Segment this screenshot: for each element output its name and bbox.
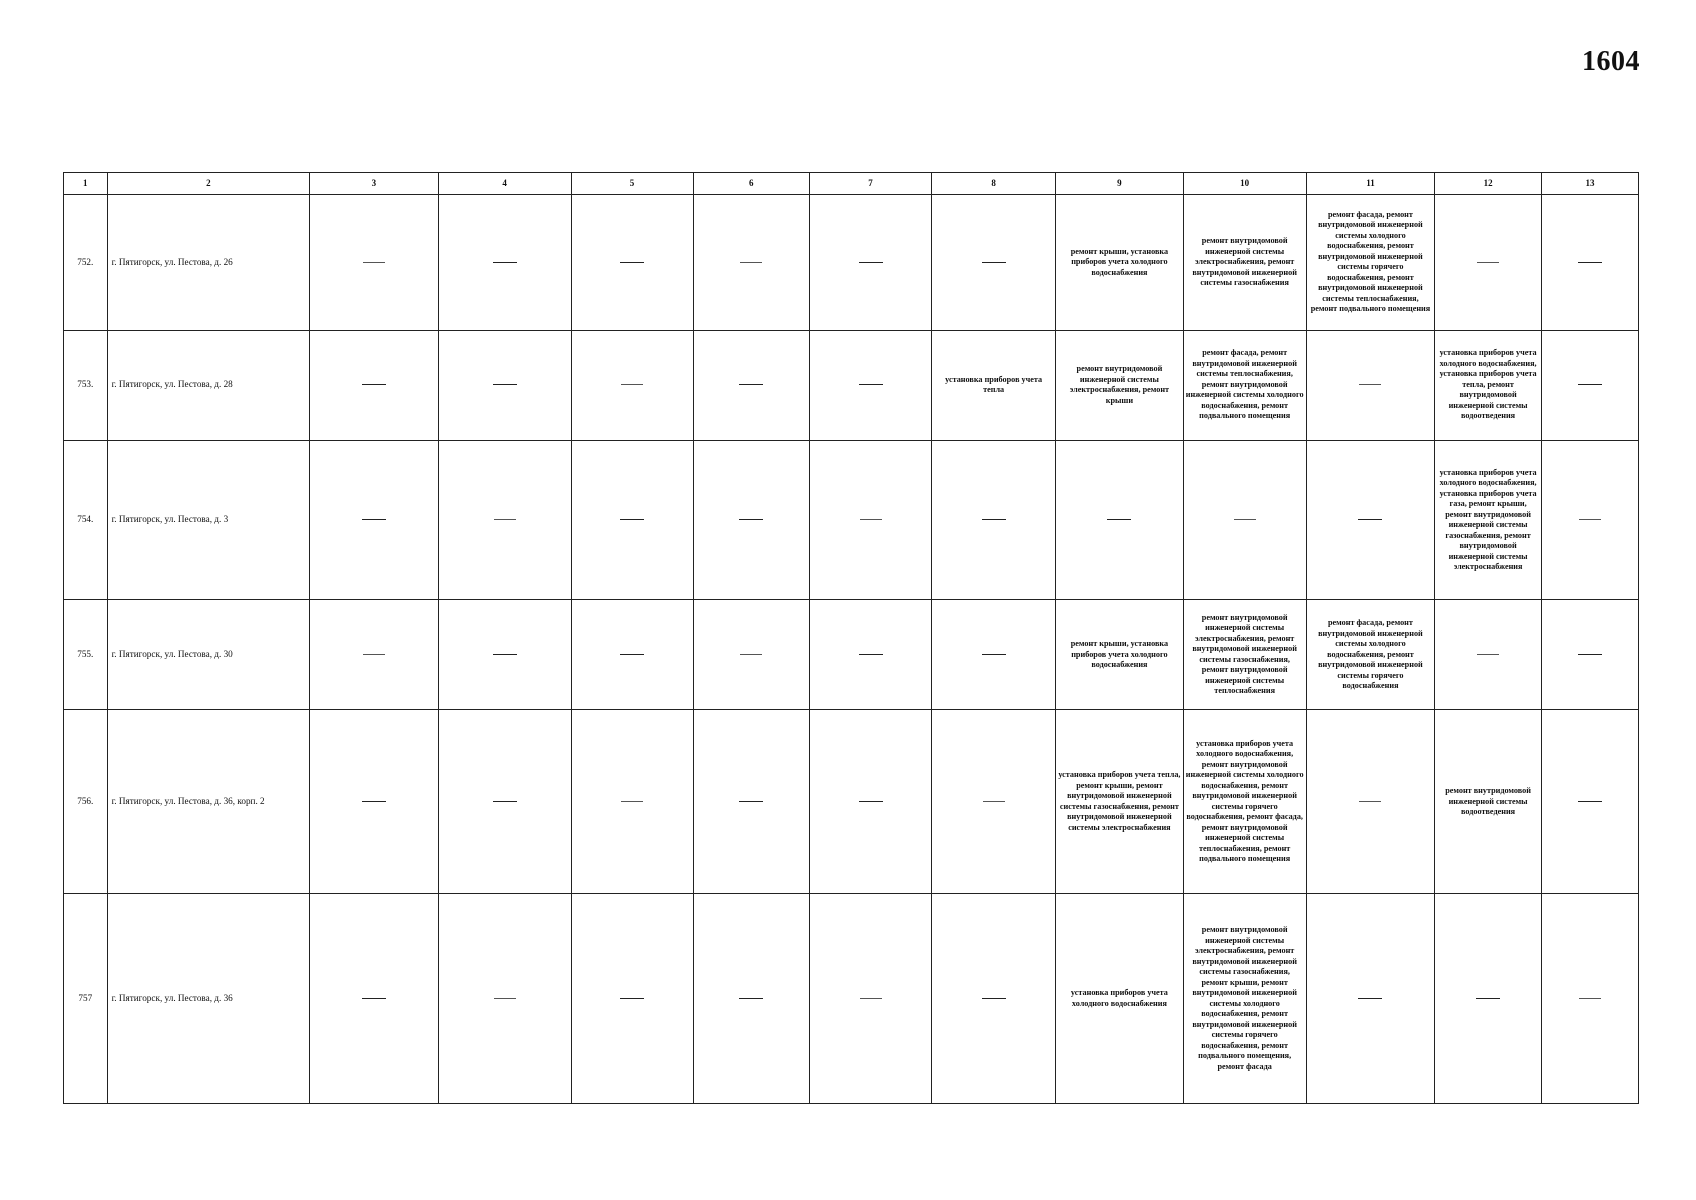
dash-mark [860,519,882,520]
empty-cell [810,894,932,1104]
empty-cell [1306,894,1435,1104]
empty-cell [810,710,932,894]
empty-cell [693,600,810,710]
work-description-cell: установка приборов учета холодного водоснабжения, установка приборов учета тепла, ремонт внутридомовой инженерной системы водоотведения [1435,330,1542,440]
dash-mark [739,519,763,520]
dash-mark [620,654,644,655]
dash-mark [620,262,644,263]
dash-mark [621,384,643,385]
table-row [64,440,1639,600]
table-body [64,195,1639,1104]
empty-cell [810,440,932,600]
dash-mark [1578,384,1602,385]
empty-cell [310,440,439,600]
empty-cell [693,710,810,894]
dash-mark [620,998,644,999]
empty-cell [310,894,439,1104]
work-description-cell: ремонт фасада, ремонт внутридомовой инженерной системы холодного водоснабжения, ремонт внутридомовой инженерной системы горячего водоснабжения, ремонт внутридомовой инженерной системы теплоснабжения, ремонт подвального помещения [1306,195,1435,330]
address-cell: г. Пятигорск, ул. Пестова, д. 28 [107,330,310,440]
empty-cell [810,600,932,710]
dash-mark [1358,519,1382,520]
empty-cell [571,195,693,330]
dash-mark [739,998,763,999]
table-row [64,195,1639,330]
column-number: 9 [1056,173,1183,195]
dash-mark [493,654,517,655]
row-number: 755. [64,600,108,710]
dash-mark [362,519,386,520]
repair-schedule-table [63,172,1639,1104]
work-description-cell: ремонт внутридомовой инженерной системы электроснабжения, ремонт внутридомовой инженерной системы газоснабжения, ремонт крыши, ремонт внутридомовой инженерной системы холодного водоснабжения, ремонт внутридомовой инженерной системы горячего водоснабжения, ремонт подвального помещения, ремонт фасада [1183,894,1306,1104]
empty-cell [438,600,571,710]
table-row [64,894,1639,1104]
empty-cell [693,195,810,330]
dash-mark [1579,998,1601,999]
empty-cell [438,195,571,330]
address-cell: г. Пятигорск, ул. Пестова, д. 3 [107,440,310,600]
empty-cell [693,440,810,600]
table-row [64,710,1639,894]
empty-cell [1306,330,1435,440]
empty-cell [1541,440,1638,600]
column-number: 6 [693,173,810,195]
dash-mark [859,262,883,263]
dash-mark [740,262,762,263]
work-description-cell: установка приборов учета холодного водоснабжения, ремонт внутридомовой инженерной системы холодного водоснабжения, ремонт внутридомовой инженерной системы горячего водоснабжения, ремонт фасада, ремонт внутридомовой инженерной системы теплоснабжения, ремонт подвального помещения [1183,710,1306,894]
dash-mark [493,384,517,385]
work-description-cell: ремонт крыши, установка приборов учета холодного водоснабжения [1056,600,1183,710]
dash-mark [1107,519,1131,520]
empty-cell [810,330,932,440]
empty-cell [1541,710,1638,894]
table-row [64,330,1639,440]
dash-mark [362,998,386,999]
empty-cell [1541,330,1638,440]
empty-cell [571,710,693,894]
empty-cell [310,195,439,330]
empty-cell [1306,440,1435,600]
dash-mark [982,998,1006,999]
dash-mark [1477,262,1499,263]
empty-cell [932,195,1056,330]
work-description-cell: ремонт внутридомовой инженерной системы электроснабжения, ремонт крыши [1056,330,1183,440]
empty-cell [1435,600,1542,710]
empty-cell [571,440,693,600]
work-description-cell: ремонт крыши, установка приборов учета холодного водоснабжения [1056,195,1183,330]
dash-mark [859,654,883,655]
work-description-cell: ремонт фасада, ремонт внутридомовой инженерной системы холодного водоснабжения, ремонт внутридомовой инженерной системы горячего водоснабжения [1306,600,1435,710]
column-number: 2 [107,173,310,195]
dash-mark [1358,998,1382,999]
address-cell: г. Пятигорск, ул. Пестова, д. 30 [107,600,310,710]
column-number-row [64,173,1639,195]
work-description-cell: установка приборов учета холодного водоснабжения [1056,894,1183,1104]
column-number: 11 [1306,173,1435,195]
dash-mark [1578,801,1602,802]
dash-mark [739,801,763,802]
dash-mark [494,998,516,999]
empty-cell [571,330,693,440]
empty-cell [693,894,810,1104]
work-description-cell: ремонт внутридомовой инженерной системы электроснабжения, ремонт внутридомовой инженерной системы газоснабжения [1183,195,1306,330]
empty-cell [310,600,439,710]
empty-cell [1435,195,1542,330]
column-number: 12 [1435,173,1542,195]
column-number: 5 [571,173,693,195]
empty-cell [810,195,932,330]
dash-mark [982,519,1006,520]
empty-cell [310,710,439,894]
dash-mark [494,519,516,520]
empty-cell [1541,195,1638,330]
column-number: 13 [1541,173,1638,195]
dash-mark [982,654,1006,655]
dash-mark [1234,519,1256,520]
empty-cell [1056,440,1183,600]
work-description-cell: ремонт внутридомовой инженерной системы электроснабжения, ремонт внутридомовой инженерной системы газоснабжения, ремонт внутридомовой инженерной системы теплоснабжения [1183,600,1306,710]
dash-mark [1578,262,1602,263]
empty-cell [438,330,571,440]
empty-cell [438,440,571,600]
dash-mark [1578,654,1602,655]
dash-mark [860,998,882,999]
row-number: 757 [64,894,108,1104]
column-number: 3 [310,173,439,195]
dash-mark [363,262,385,263]
dash-mark [739,384,763,385]
dash-mark [859,384,883,385]
column-number: 1 [64,173,108,195]
address-cell: г. Пятигорск, ул. Пестова, д. 36, корп. 2 [107,710,310,894]
empty-cell [310,330,439,440]
empty-cell [932,600,1056,710]
empty-cell [932,710,1056,894]
column-number: 8 [932,173,1056,195]
dash-mark [1476,998,1500,999]
dash-mark [493,262,517,263]
dash-mark [362,384,386,385]
empty-cell [438,710,571,894]
dash-mark [1359,384,1381,385]
dash-mark [493,801,517,802]
column-number: 7 [810,173,932,195]
dash-mark [363,654,385,655]
empty-cell [1541,600,1638,710]
empty-cell [438,894,571,1104]
page-number: 1604 [1582,46,1640,77]
address-cell: г. Пятигорск, ул. Пестова, д. 36 [107,894,310,1104]
dash-mark [1579,519,1601,520]
work-description-cell: установка приборов учета холодного водоснабжения, установка приборов учета газа, ремонт крыши, ремонт внутридомовой инженерной системы газоснабжения, ремонт внутридомовой инженерной системы электроснабжения [1435,440,1542,600]
empty-cell [571,894,693,1104]
empty-cell [932,440,1056,600]
address-cell: г. Пятигорск, ул. Пестова, д. 26 [107,195,310,330]
empty-cell [693,330,810,440]
empty-cell [1306,710,1435,894]
empty-cell [1183,440,1306,600]
empty-cell [1541,894,1638,1104]
column-number: 10 [1183,173,1306,195]
empty-cell [571,600,693,710]
dash-mark [362,801,386,802]
dash-mark [620,519,644,520]
work-description-cell: ремонт фасада, ремонт внутридомовой инженерной системы теплоснабжения, ремонт внутридомовой инженерной системы холодного водоснабжения, ремонт подвального помещения [1183,330,1306,440]
row-number: 752. [64,195,108,330]
work-description-cell: ремонт внутридомовой инженерной системы водоотведения [1435,710,1542,894]
dash-mark [983,801,1005,802]
dash-mark [1359,801,1381,802]
work-description-cell: установка приборов учета тепла, ремонт крыши, ремонт внутридомовой инженерной системы газоснабжения, ремонт внутридомовой инженерной системы электроснабжения [1056,710,1183,894]
dash-mark [982,262,1006,263]
row-number: 756. [64,710,108,894]
dash-mark [740,654,762,655]
column-number: 4 [438,173,571,195]
dash-mark [859,801,883,802]
row-number: 754. [64,440,108,600]
table-row [64,600,1639,710]
dash-mark [621,801,643,802]
row-number: 753. [64,330,108,440]
empty-cell [1435,894,1542,1104]
empty-cell [932,894,1056,1104]
work-description-cell: установка приборов учета тепла [932,330,1056,440]
dash-mark [1477,654,1499,655]
